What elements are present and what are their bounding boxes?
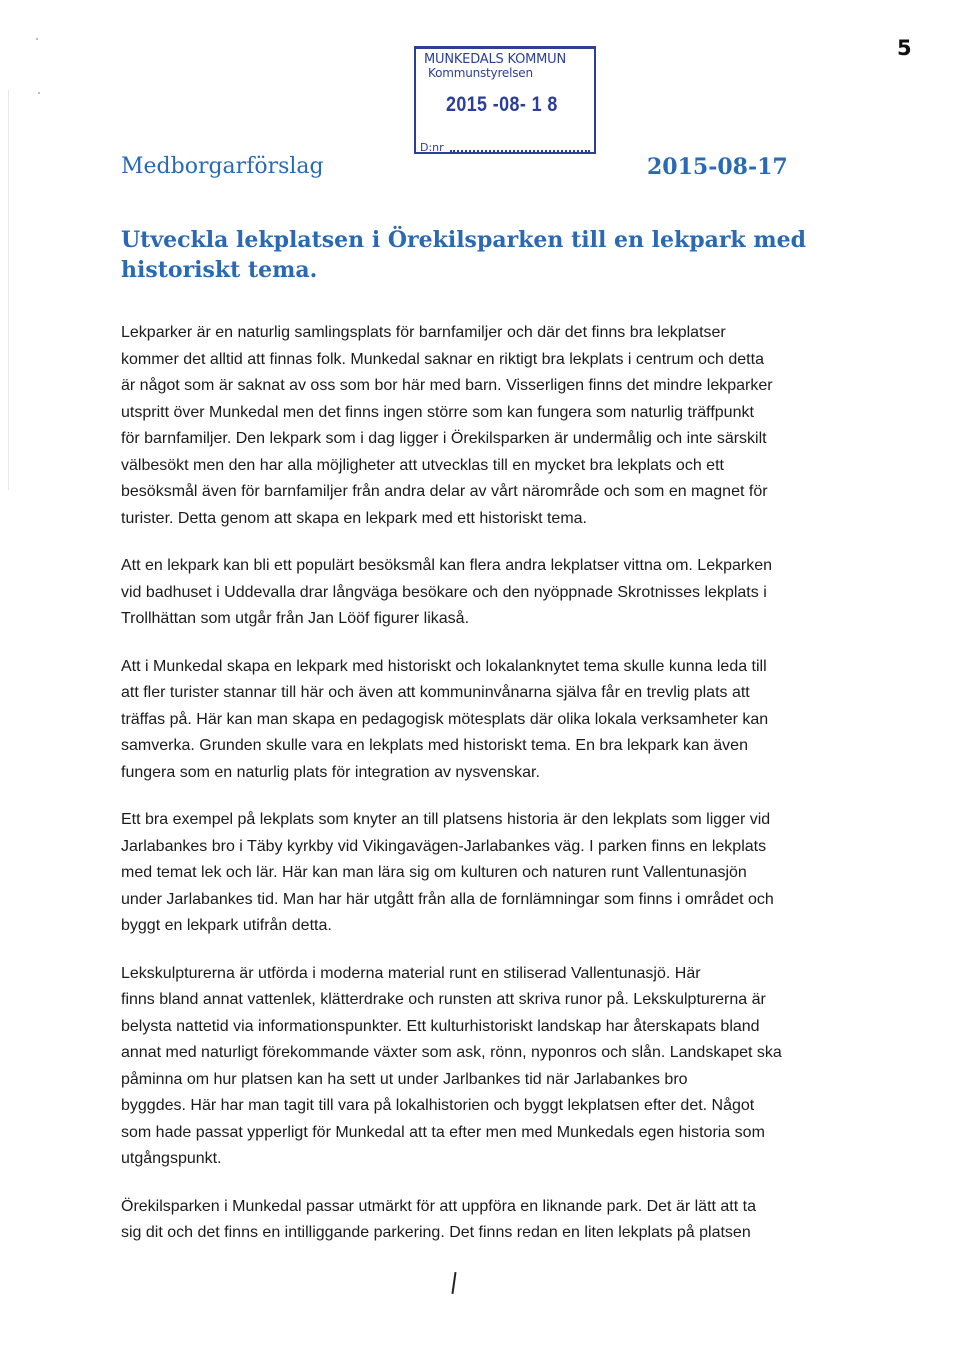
document-title: Utveckla lekplatsen i Örekilsparken till en lekpark med historiskt tema. (121, 227, 806, 283)
document-body (121, 320, 856, 1247)
paragraph: Ett bra exempel på lekplats som knyter an till platsens historia är den lekplats som ligger vid Jarlabankes bro i Täby kyrkby vid Vikingavägen-Jarlabankes väg. I parken finns en lekplats med temat lek och lär. Här kan man lära sig om kulturen och naturen runt Vallentunasjön under Jarlabankes tid. Man har här utgått från alla de fornlämningar som finns i området och byggt en lekpark utifrån detta. (121, 811, 774, 934)
paragraph: Lekskulpturerna är utförda i moderna material runt en stiliserad Vallentunasjö. Här finns bland annat vattenlek, klätterdrake och runsten att skriva runor på. Lekskulpturerna är belysta nattetid via informationspunkter. Ett kulturhistoriskt landskap har återskapats bland annat med naturligt förekommande växter som ask, rönn, nyponros och slån. Landskapet ska påminna om hur platsen kan ha sett ut under Jarlbankes tid när Jarlabankes bro byggdes. Här har man tagit till vara på lokalhistorien och byggt lekplatsen efter det. Något som hade passat ypperligt för Munkedal att ta efter men med Munkedals egen historia som utgångspunkt. (121, 964, 782, 1167)
stamp-received-date: 2015 -08- 1 8 (446, 93, 558, 116)
received-stamp (414, 46, 596, 154)
stamp-dnr-field (450, 150, 590, 152)
paragraph: Örekilsparken i Munkedal passar utmärkt för att uppföra en liknande park. Det är lätt att ta sig dit och det finns en intilliggande parkering. Det finns redan en liten lekplats på platsen (121, 1197, 756, 1241)
document-type: Medborgarförslag (121, 154, 324, 179)
page-number: 5 (897, 36, 912, 60)
stamp-department: Kommunstyrelsen (428, 66, 533, 80)
stamp-organization: MUNKEDALS KOMMUN (424, 52, 567, 67)
scan-edge (8, 90, 9, 490)
paragraph: Att i Munkedal skapa en lekpark med historiskt och lokalanknytet tema skulle kunna leda till att fler turister stannar till här och även att kommuninvånarna själva får en trevlig plats att träffas på. Här kan man skapa en pedagogisk mötesplats där olika lokala verksamheter kan samverka. Grunden skulle vara en lekplats med historiskt tema. En bra lekpark kan även fungera som en naturlig plats för integration av nysvenskar. (121, 657, 769, 781)
pen-mark (451, 1272, 456, 1294)
paragraph: Att en lekpark kan bli ett populärt besöksmål kan flera andra lekplatser vittna om. Lekparken vid badhuset i Uddevalla drar långväga besökare och den nyöppnade Skrotnisses lekplats i Trollhättan som utgår från Jan Lööf figurer likaså. (121, 557, 773, 627)
document-date: 2015-08-17 (647, 154, 788, 180)
paragraph: Lekparker är en naturlig samlingsplats för barnfamiljer och där det finns bra lekplatser kommer det alltid att finnas folk. Munkedal saknar en riktigt bra lekplats i centrum och detta är något som är saknat av oss som bor här med barn. Visserligen finns det mindre lekparker utspritt över Munkedal men det finns ingen större som kan fungera som naturlig träffpunkt för barnfamiljer. Den lekpark som i dag ligger i Örekilsparken är undermålig och inte särskilt välbesökt men den har alla möjligheter att utvecklas till en mycket bra lekplats och ett besöksmål även för barnfamiljer från andra delar av vårt närområde och som en magnet för turister. Detta genom att skapa en lekpark med ett historiskt tema. (121, 324, 773, 527)
scan-speck (38, 92, 40, 94)
stamp-dnr-label: D:nr (420, 141, 444, 154)
scan-speck (36, 38, 38, 40)
